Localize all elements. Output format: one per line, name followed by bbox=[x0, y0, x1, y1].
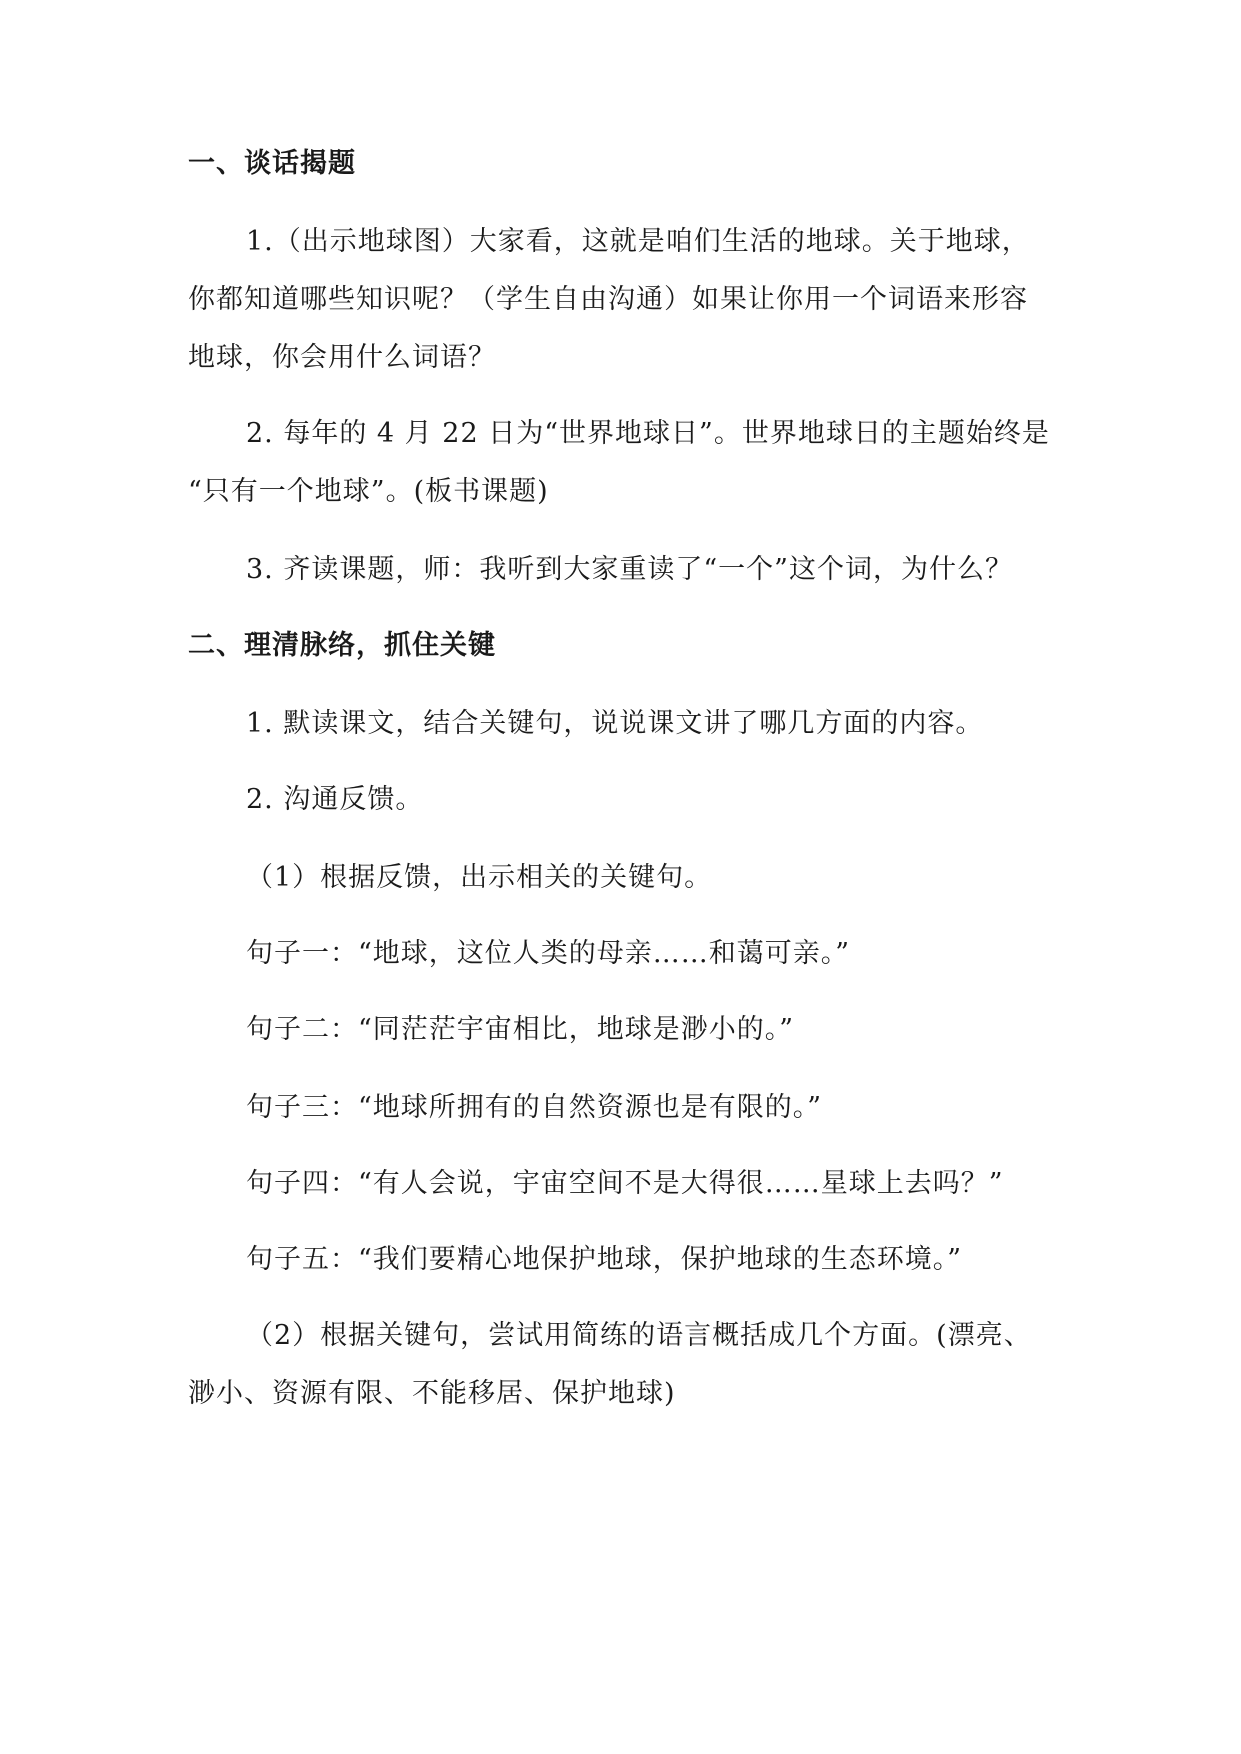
paragraph-line: 3. 齐读课题，师：我听到大家重读了“一个”这个词，为什么？ bbox=[246, 554, 1013, 585]
paragraph-line: （2）根据关键句，尝试用简练的语言概括成几个方面。(漂亮、 bbox=[246, 1320, 1032, 1351]
section-heading-1: 一、谈话揭题 bbox=[188, 148, 356, 179]
key-sentence: 句子三：“地球所拥有的自然资源也是有限的。” bbox=[246, 1092, 823, 1123]
paragraph-line: 1.（出示地球图）大家看，这就是咱们生活的地球。关于地球， bbox=[246, 226, 1030, 257]
paragraph-line: “只有一个地球”。(板书课题) bbox=[188, 476, 549, 507]
key-sentence: 句子一：“地球，这位人类的母亲……和蔼可亲。” bbox=[246, 938, 851, 969]
paragraph-line: （1）根据反馈，出示相关的关键句。 bbox=[246, 862, 713, 893]
paragraph-line: 地球，你会用什么词语？ bbox=[188, 342, 496, 373]
key-sentence: 句子二：“同茫茫宇宙相比，地球是渺小的。” bbox=[246, 1014, 795, 1045]
paragraph-line: 2. 每年的 4 月 22 日为“世界地球日”。世界地球日的主题始终是 bbox=[246, 418, 1050, 449]
key-sentence: 句子四：“有人会说，宇宙空间不是大得很……星球上去吗？” bbox=[246, 1168, 1004, 1199]
section-heading-2: 二、理清脉络，抓住关键 bbox=[188, 630, 496, 661]
paragraph-line: 2. 沟通反馈。 bbox=[246, 784, 424, 815]
paragraph-line: 1. 默读课文，结合关键句，说说课文讲了哪几方面的内容。 bbox=[246, 708, 984, 739]
paragraph-line: 渺小、资源有限、不能移居、保护地球) bbox=[188, 1378, 676, 1409]
paragraph-line: 你都知道哪些知识呢？（学生自由沟通）如果让你用一个词语来形容 bbox=[188, 284, 1028, 315]
key-sentence: 句子五：“我们要精心地保护地球，保护地球的生态环境。” bbox=[246, 1244, 963, 1275]
